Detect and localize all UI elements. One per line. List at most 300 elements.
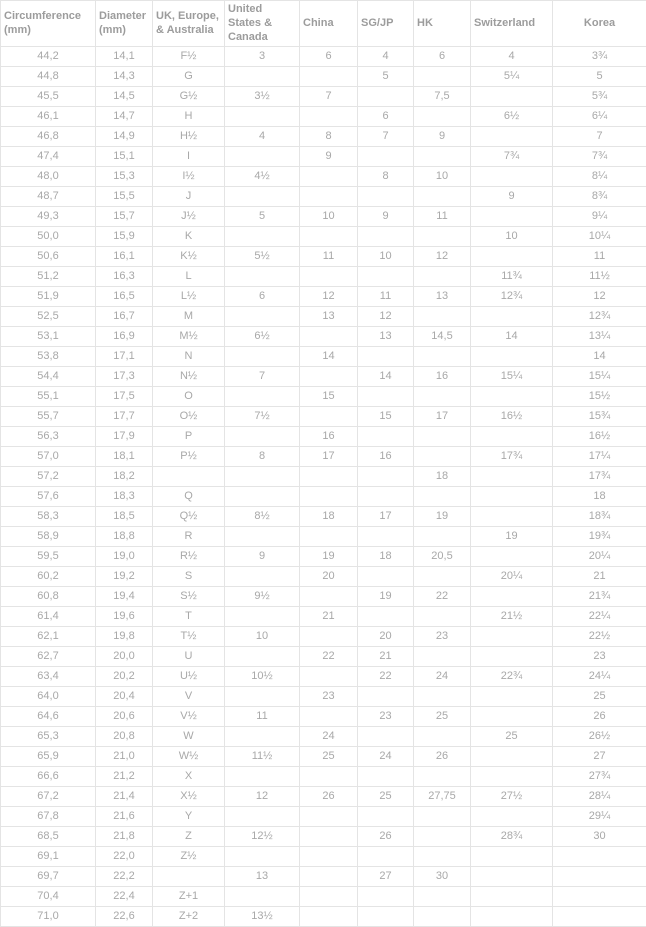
cell: 45,5	[1, 87, 96, 107]
cell	[471, 427, 553, 447]
cell	[300, 187, 358, 207]
cell: 21,4	[96, 787, 153, 807]
cell	[300, 867, 358, 887]
cell: 16,7	[96, 307, 153, 327]
cell	[471, 867, 553, 887]
cell	[553, 907, 646, 927]
cell	[358, 147, 414, 167]
cell: 22	[300, 647, 358, 667]
cell: 15¾	[553, 407, 646, 427]
cell: 11	[300, 247, 358, 267]
cell: 18,5	[96, 507, 153, 527]
cell: 69,7	[1, 867, 96, 887]
cell: U	[153, 647, 225, 667]
cell: 28¼	[553, 787, 646, 807]
cell: 17¼	[553, 447, 646, 467]
cell: P	[153, 427, 225, 447]
cell: 23	[414, 627, 471, 647]
cell: 24¼	[553, 667, 646, 687]
cell: F½	[153, 47, 225, 67]
cell: 20,2	[96, 667, 153, 687]
cell: 69,1	[1, 847, 96, 867]
cell: 60,2	[1, 567, 96, 587]
cell: 70,4	[1, 887, 96, 907]
cell	[300, 807, 358, 827]
cell: 16	[300, 427, 358, 447]
cell: 18	[300, 507, 358, 527]
cell: 5	[358, 67, 414, 87]
cell: 6	[225, 287, 300, 307]
table-header	[1, 1, 646, 47]
cell: 21¾	[553, 587, 646, 607]
cell	[300, 367, 358, 387]
cell	[414, 887, 471, 907]
cell: 22	[358, 667, 414, 687]
cell: 17¾	[553, 467, 646, 487]
cell: 16½	[553, 427, 646, 447]
cell: J	[153, 187, 225, 207]
cell: 7	[553, 127, 646, 147]
cell: 50,6	[1, 247, 96, 267]
cell	[225, 67, 300, 87]
cell: 20,4	[96, 687, 153, 707]
cell: 44,8	[1, 67, 96, 87]
cell: 12	[300, 287, 358, 307]
cell	[300, 67, 358, 87]
cell: 21	[553, 567, 646, 587]
cell	[471, 627, 553, 647]
table-row	[1, 227, 646, 247]
cell: 25	[300, 747, 358, 767]
cell: 8¾	[553, 187, 646, 207]
cell: 56,3	[1, 427, 96, 447]
cell	[225, 767, 300, 787]
cell: 4	[358, 47, 414, 67]
table-row	[1, 587, 646, 607]
cell: 57,2	[1, 467, 96, 487]
cell	[471, 127, 553, 147]
cell: 15,3	[96, 167, 153, 187]
cell: 12	[225, 787, 300, 807]
cell: 13½	[225, 907, 300, 927]
cell	[300, 527, 358, 547]
cell: 6½	[471, 107, 553, 127]
cell: 60,8	[1, 587, 96, 607]
cell: 15¼	[553, 367, 646, 387]
cell	[471, 847, 553, 867]
column-header-uk-europe-australia: UK, Europe, & Australia	[153, 1, 225, 47]
cell: 18¾	[553, 507, 646, 527]
cell	[358, 567, 414, 587]
cell	[358, 887, 414, 907]
cell: 5¾	[553, 87, 646, 107]
cell: 20	[300, 567, 358, 587]
cell: 62,7	[1, 647, 96, 667]
table-row	[1, 287, 646, 307]
cell: M	[153, 307, 225, 327]
cell: 13	[414, 287, 471, 307]
table-row	[1, 307, 646, 327]
cell: 5	[553, 67, 646, 87]
cell: 6½	[225, 327, 300, 347]
cell: 18,8	[96, 527, 153, 547]
cell: 21,6	[96, 807, 153, 827]
cell: 10½	[225, 667, 300, 687]
cell: 27½	[471, 787, 553, 807]
cell	[414, 827, 471, 847]
cell	[300, 467, 358, 487]
cell	[300, 107, 358, 127]
cell: 14	[358, 367, 414, 387]
cell	[225, 887, 300, 907]
cell: 28¾	[471, 827, 553, 847]
cell	[471, 707, 553, 727]
cell	[153, 867, 225, 887]
cell: Z+2	[153, 907, 225, 927]
cell: R	[153, 527, 225, 547]
cell: 10	[471, 227, 553, 247]
table-row	[1, 727, 646, 747]
table-row	[1, 907, 646, 927]
cell	[300, 707, 358, 727]
cell: 22½	[553, 627, 646, 647]
cell	[300, 827, 358, 847]
cell	[300, 167, 358, 187]
cell: 15	[300, 387, 358, 407]
cell: 25	[358, 787, 414, 807]
table-row	[1, 567, 646, 587]
cell	[414, 807, 471, 827]
cell: S	[153, 567, 225, 587]
cell: 4½	[225, 167, 300, 187]
table-row	[1, 487, 646, 507]
cell: N½	[153, 367, 225, 387]
table-row	[1, 887, 646, 907]
cell: 24	[358, 747, 414, 767]
column-header-diameter-mm: Diameter (mm)	[96, 1, 153, 47]
cell: 4	[471, 47, 553, 67]
table-row	[1, 107, 646, 127]
cell: 17,3	[96, 367, 153, 387]
cell: 65,3	[1, 727, 96, 747]
table-row	[1, 187, 646, 207]
cell	[471, 887, 553, 907]
cell: 50,0	[1, 227, 96, 247]
cell: 27	[553, 747, 646, 767]
cell: 23	[300, 687, 358, 707]
cell	[358, 387, 414, 407]
cell	[225, 147, 300, 167]
cell	[471, 547, 553, 567]
cell	[225, 607, 300, 627]
cell: 62,1	[1, 627, 96, 647]
cell: 4	[225, 127, 300, 147]
cell: G½	[153, 87, 225, 107]
cell	[300, 487, 358, 507]
cell	[471, 807, 553, 827]
cell	[225, 727, 300, 747]
cell	[471, 87, 553, 107]
cell: 59,5	[1, 547, 96, 567]
cell	[300, 407, 358, 427]
cell	[553, 867, 646, 887]
cell	[414, 427, 471, 447]
cell: 10	[300, 207, 358, 227]
table-row	[1, 327, 646, 347]
cell: 14	[553, 347, 646, 367]
cell: 26	[358, 827, 414, 847]
cell: 13	[300, 307, 358, 327]
cell	[358, 227, 414, 247]
cell: 15,7	[96, 207, 153, 227]
cell: 11½	[553, 267, 646, 287]
cell: 57,6	[1, 487, 96, 507]
cell: 58,3	[1, 507, 96, 527]
cell: 19	[300, 547, 358, 567]
cell: 16,9	[96, 327, 153, 347]
cell: 64,0	[1, 687, 96, 707]
cell: 61,4	[1, 607, 96, 627]
cell: 7½	[225, 407, 300, 427]
cell: K	[153, 227, 225, 247]
table-row	[1, 667, 646, 687]
cell: 8	[358, 167, 414, 187]
cell	[471, 307, 553, 327]
table-row	[1, 367, 646, 387]
cell	[358, 267, 414, 287]
column-header-sg-jp: SG/JP	[358, 1, 414, 47]
table-row	[1, 827, 646, 847]
cell	[358, 907, 414, 927]
cell	[225, 487, 300, 507]
cell: 5¼	[471, 67, 553, 87]
cell: 9	[300, 147, 358, 167]
cell: 19,6	[96, 607, 153, 627]
cell: 25	[553, 687, 646, 707]
cell: 22¼	[553, 607, 646, 627]
cell: 18	[358, 547, 414, 567]
table-row	[1, 847, 646, 867]
cell	[358, 347, 414, 367]
cell	[153, 467, 225, 487]
cell: 44,2	[1, 47, 96, 67]
cell	[358, 87, 414, 107]
cell: 16	[414, 367, 471, 387]
cell: T½	[153, 627, 225, 647]
cell: X½	[153, 787, 225, 807]
cell: 10	[414, 167, 471, 187]
cell: 9	[414, 127, 471, 147]
cell	[225, 307, 300, 327]
column-header-switzerland: Switzerland	[471, 1, 553, 47]
column-header-korea: Korea	[553, 1, 646, 47]
cell	[300, 227, 358, 247]
cell: 24	[414, 667, 471, 687]
cell: 11½	[225, 747, 300, 767]
cell: Q	[153, 487, 225, 507]
column-header-china: China	[300, 1, 358, 47]
cell: V½	[153, 707, 225, 727]
table-row	[1, 547, 646, 567]
cell	[471, 507, 553, 527]
cell: 20,8	[96, 727, 153, 747]
cell: 7¾	[553, 147, 646, 167]
cell: 10¼	[553, 227, 646, 247]
table-row	[1, 87, 646, 107]
cell: 13	[225, 867, 300, 887]
cell	[414, 267, 471, 287]
cell: 20¼	[471, 567, 553, 587]
cell: 57,0	[1, 447, 96, 467]
cell	[300, 887, 358, 907]
cell: 11	[225, 707, 300, 727]
cell: 55,1	[1, 387, 96, 407]
cell: M½	[153, 327, 225, 347]
cell: 8	[300, 127, 358, 147]
cell: 22,4	[96, 887, 153, 907]
cell: 54,4	[1, 367, 96, 387]
cell: 17	[300, 447, 358, 467]
cell: Z	[153, 827, 225, 847]
cell: 23	[358, 707, 414, 727]
cell: J½	[153, 207, 225, 227]
cell: P½	[153, 447, 225, 467]
cell: 20¼	[553, 547, 646, 567]
cell: 19,4	[96, 587, 153, 607]
cell: 14,3	[96, 67, 153, 87]
cell: 49,3	[1, 207, 96, 227]
cell: Y	[153, 807, 225, 827]
cell	[225, 847, 300, 867]
cell	[471, 487, 553, 507]
cell: N	[153, 347, 225, 367]
cell: 53,8	[1, 347, 96, 367]
cell	[471, 387, 553, 407]
cell	[300, 847, 358, 867]
cell	[414, 487, 471, 507]
cell: 20	[358, 627, 414, 647]
cell: O	[153, 387, 225, 407]
cell: 17,5	[96, 387, 153, 407]
cell	[414, 567, 471, 587]
cell	[225, 647, 300, 667]
table-row	[1, 607, 646, 627]
cell: 27,75	[414, 787, 471, 807]
table-row	[1, 787, 646, 807]
cell	[225, 107, 300, 127]
table-row	[1, 507, 646, 527]
cell	[225, 187, 300, 207]
cell: 14,5	[414, 327, 471, 347]
cell	[300, 907, 358, 927]
cell: 26	[300, 787, 358, 807]
cell: 15¼	[471, 367, 553, 387]
table-row	[1, 247, 646, 267]
cell	[471, 587, 553, 607]
cell	[225, 527, 300, 547]
column-header-circumference-mm: Circumference (mm)	[1, 1, 96, 47]
cell: 15,1	[96, 147, 153, 167]
cell: 20,5	[414, 547, 471, 567]
cell: 66,6	[1, 767, 96, 787]
table-row	[1, 747, 646, 767]
cell	[300, 767, 358, 787]
cell: 21	[358, 647, 414, 667]
cell: L½	[153, 287, 225, 307]
cell: 9	[471, 187, 553, 207]
cell: 9	[225, 547, 300, 567]
cell: O½	[153, 407, 225, 427]
cell: 19	[471, 527, 553, 547]
cell	[225, 227, 300, 247]
cell	[414, 107, 471, 127]
cell: 16,1	[96, 247, 153, 267]
cell: 9¼	[553, 207, 646, 227]
cell	[414, 387, 471, 407]
cell: 11	[358, 287, 414, 307]
cell: 51,9	[1, 287, 96, 307]
table-row	[1, 467, 646, 487]
cell: 16,5	[96, 287, 153, 307]
cell: 3¾	[553, 47, 646, 67]
cell: I½	[153, 167, 225, 187]
cell: 3½	[225, 87, 300, 107]
cell	[300, 587, 358, 607]
cell: 68,5	[1, 827, 96, 847]
table-row	[1, 387, 646, 407]
table-row	[1, 167, 646, 187]
cell: 63,4	[1, 667, 96, 687]
cell: 30	[553, 827, 646, 847]
cell: 7	[358, 127, 414, 147]
cell	[358, 687, 414, 707]
cell: 19	[414, 507, 471, 527]
cell	[471, 747, 553, 767]
table-row	[1, 707, 646, 727]
column-header-united-states-canada: United States & Canada	[225, 1, 300, 47]
cell: 17,7	[96, 407, 153, 427]
cell: 26	[553, 707, 646, 727]
cell	[414, 447, 471, 467]
cell: 20,0	[96, 647, 153, 667]
cell: H	[153, 107, 225, 127]
cell	[225, 427, 300, 447]
cell	[471, 647, 553, 667]
cell: 12¾	[471, 287, 553, 307]
cell	[225, 687, 300, 707]
cell	[414, 147, 471, 167]
cell: 46,8	[1, 127, 96, 147]
cell	[225, 807, 300, 827]
cell: 48,0	[1, 167, 96, 187]
cell: 26½	[553, 727, 646, 747]
cell: 14,5	[96, 87, 153, 107]
cell: 30	[414, 867, 471, 887]
cell: 14,9	[96, 127, 153, 147]
cell	[414, 187, 471, 207]
cell: 7¾	[471, 147, 553, 167]
cell: 11¾	[471, 267, 553, 287]
cell: 18,1	[96, 447, 153, 467]
cell	[358, 527, 414, 547]
cell: 12	[358, 307, 414, 327]
cell: 47,4	[1, 147, 96, 167]
cell	[471, 207, 553, 227]
cell	[414, 347, 471, 367]
cell: 3	[225, 47, 300, 67]
cell	[471, 167, 553, 187]
cell: 19,2	[96, 567, 153, 587]
